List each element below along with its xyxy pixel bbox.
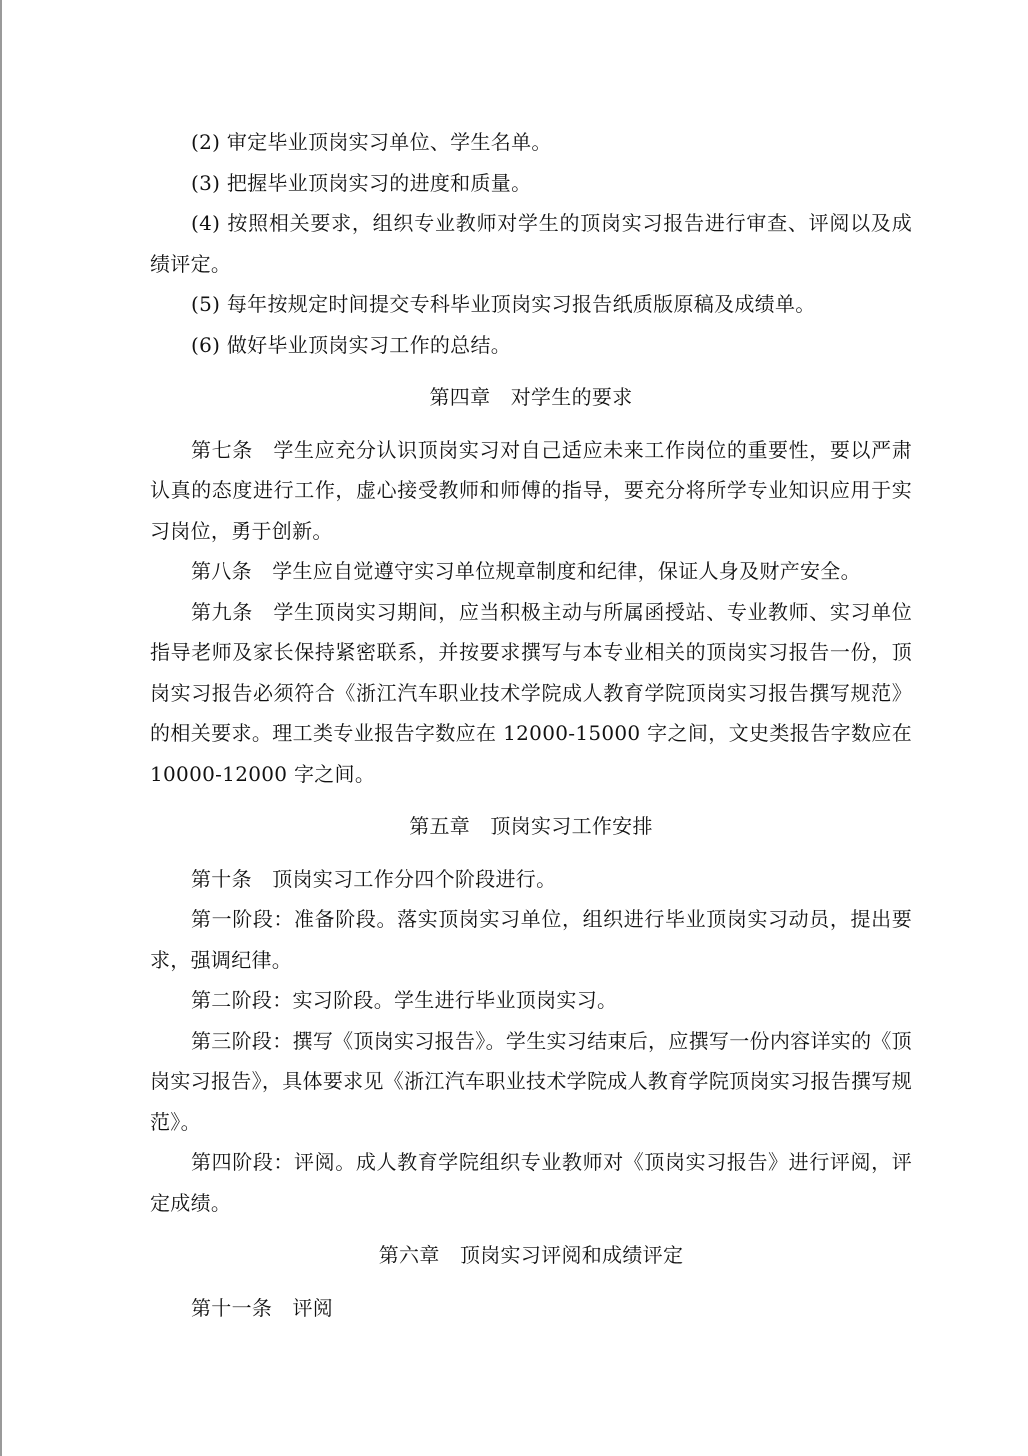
chapter-heading-4: 第四章 对学生的要求 <box>429 385 633 409</box>
list-item: (2) 审定毕业顶岗实习单位、学生名单。 <box>191 130 552 154</box>
article-9: 第九条 学生顶岗实习期间，应当积极主动与所属函授站、专业教师、实习单位指导老师及家长保持紧密联系，并按要求撰写与本专业相关的顶岗实习报告一份，顶岗实习报告必须符合《浙江汽车职业技术学院成人教育学院顶岗实习报告撰写规范》的相关要求。理工类专业报告字数应在 12000-15000 字之间，文史类报告字数应在 10000-12000 字之间。 <box>150 599 912 786</box>
list-item: (5) 每年按规定时间提交专科毕业顶岗实习报告纸质版原稿及成绩单。 <box>191 292 816 316</box>
list-item: (4) 按照相关要求，组织专业教师对学生的顶岗实习报告进行审查、评阅以及成绩评定。 <box>150 211 912 276</box>
stage-1: 第一阶段：准备阶段。落实顶岗实习单位，组织进行毕业顶岗实习动员，提出要求，强调纪律。 <box>150 907 912 972</box>
stage-3: 第三阶段：撰写《顶岗实习报告》。学生实习结束后，应撰写一份内容详实的《顶岗实习报告》，具体要求见《浙江汽车职业技术学院成人教育学院顶岗实习报告撰写规范》。 <box>150 1028 912 1134</box>
list-item: (6) 做好毕业顶岗实习工作的总结。 <box>191 332 512 357</box>
chapter-heading-5: 第五章 顶岗实习工作安排 <box>409 814 653 838</box>
chapter-heading-6: 第六章 顶岗实习评阅和成绩评定 <box>378 1243 684 1267</box>
article-7: 第七条 学生应充分认识顶岗实习对自己适应未来工作岗位的重要性，要以严肃认真的态度进行工作，虚心接受教师和师傅的指导，要充分将所学专业知识应用于实习岗位，勇于创新。 <box>150 437 912 543</box>
page-edge-rule <box>0 0 2 1456</box>
list-item: (3) 把握毕业顶岗实习的进度和质量。 <box>191 170 532 195</box>
article-10: 第十条 顶岗实习工作分四个阶段进行。 <box>191 866 557 891</box>
stage-2: 第二阶段：实习阶段。学生进行毕业顶岗实习。 <box>191 988 618 1012</box>
stage-4: 第四阶段：评阅。成人教育学院组织专业教师对《顶岗实习报告》进行评阅，评定成绩。 <box>150 1150 912 1215</box>
article-11: 第十一条 评阅 <box>191 1295 334 1320</box>
document-body <box>150 122 912 1328</box>
article-8: 第八条 学生应自觉遵守实习单位规章制度和纪律，保证人身及财产安全。 <box>191 559 861 583</box>
